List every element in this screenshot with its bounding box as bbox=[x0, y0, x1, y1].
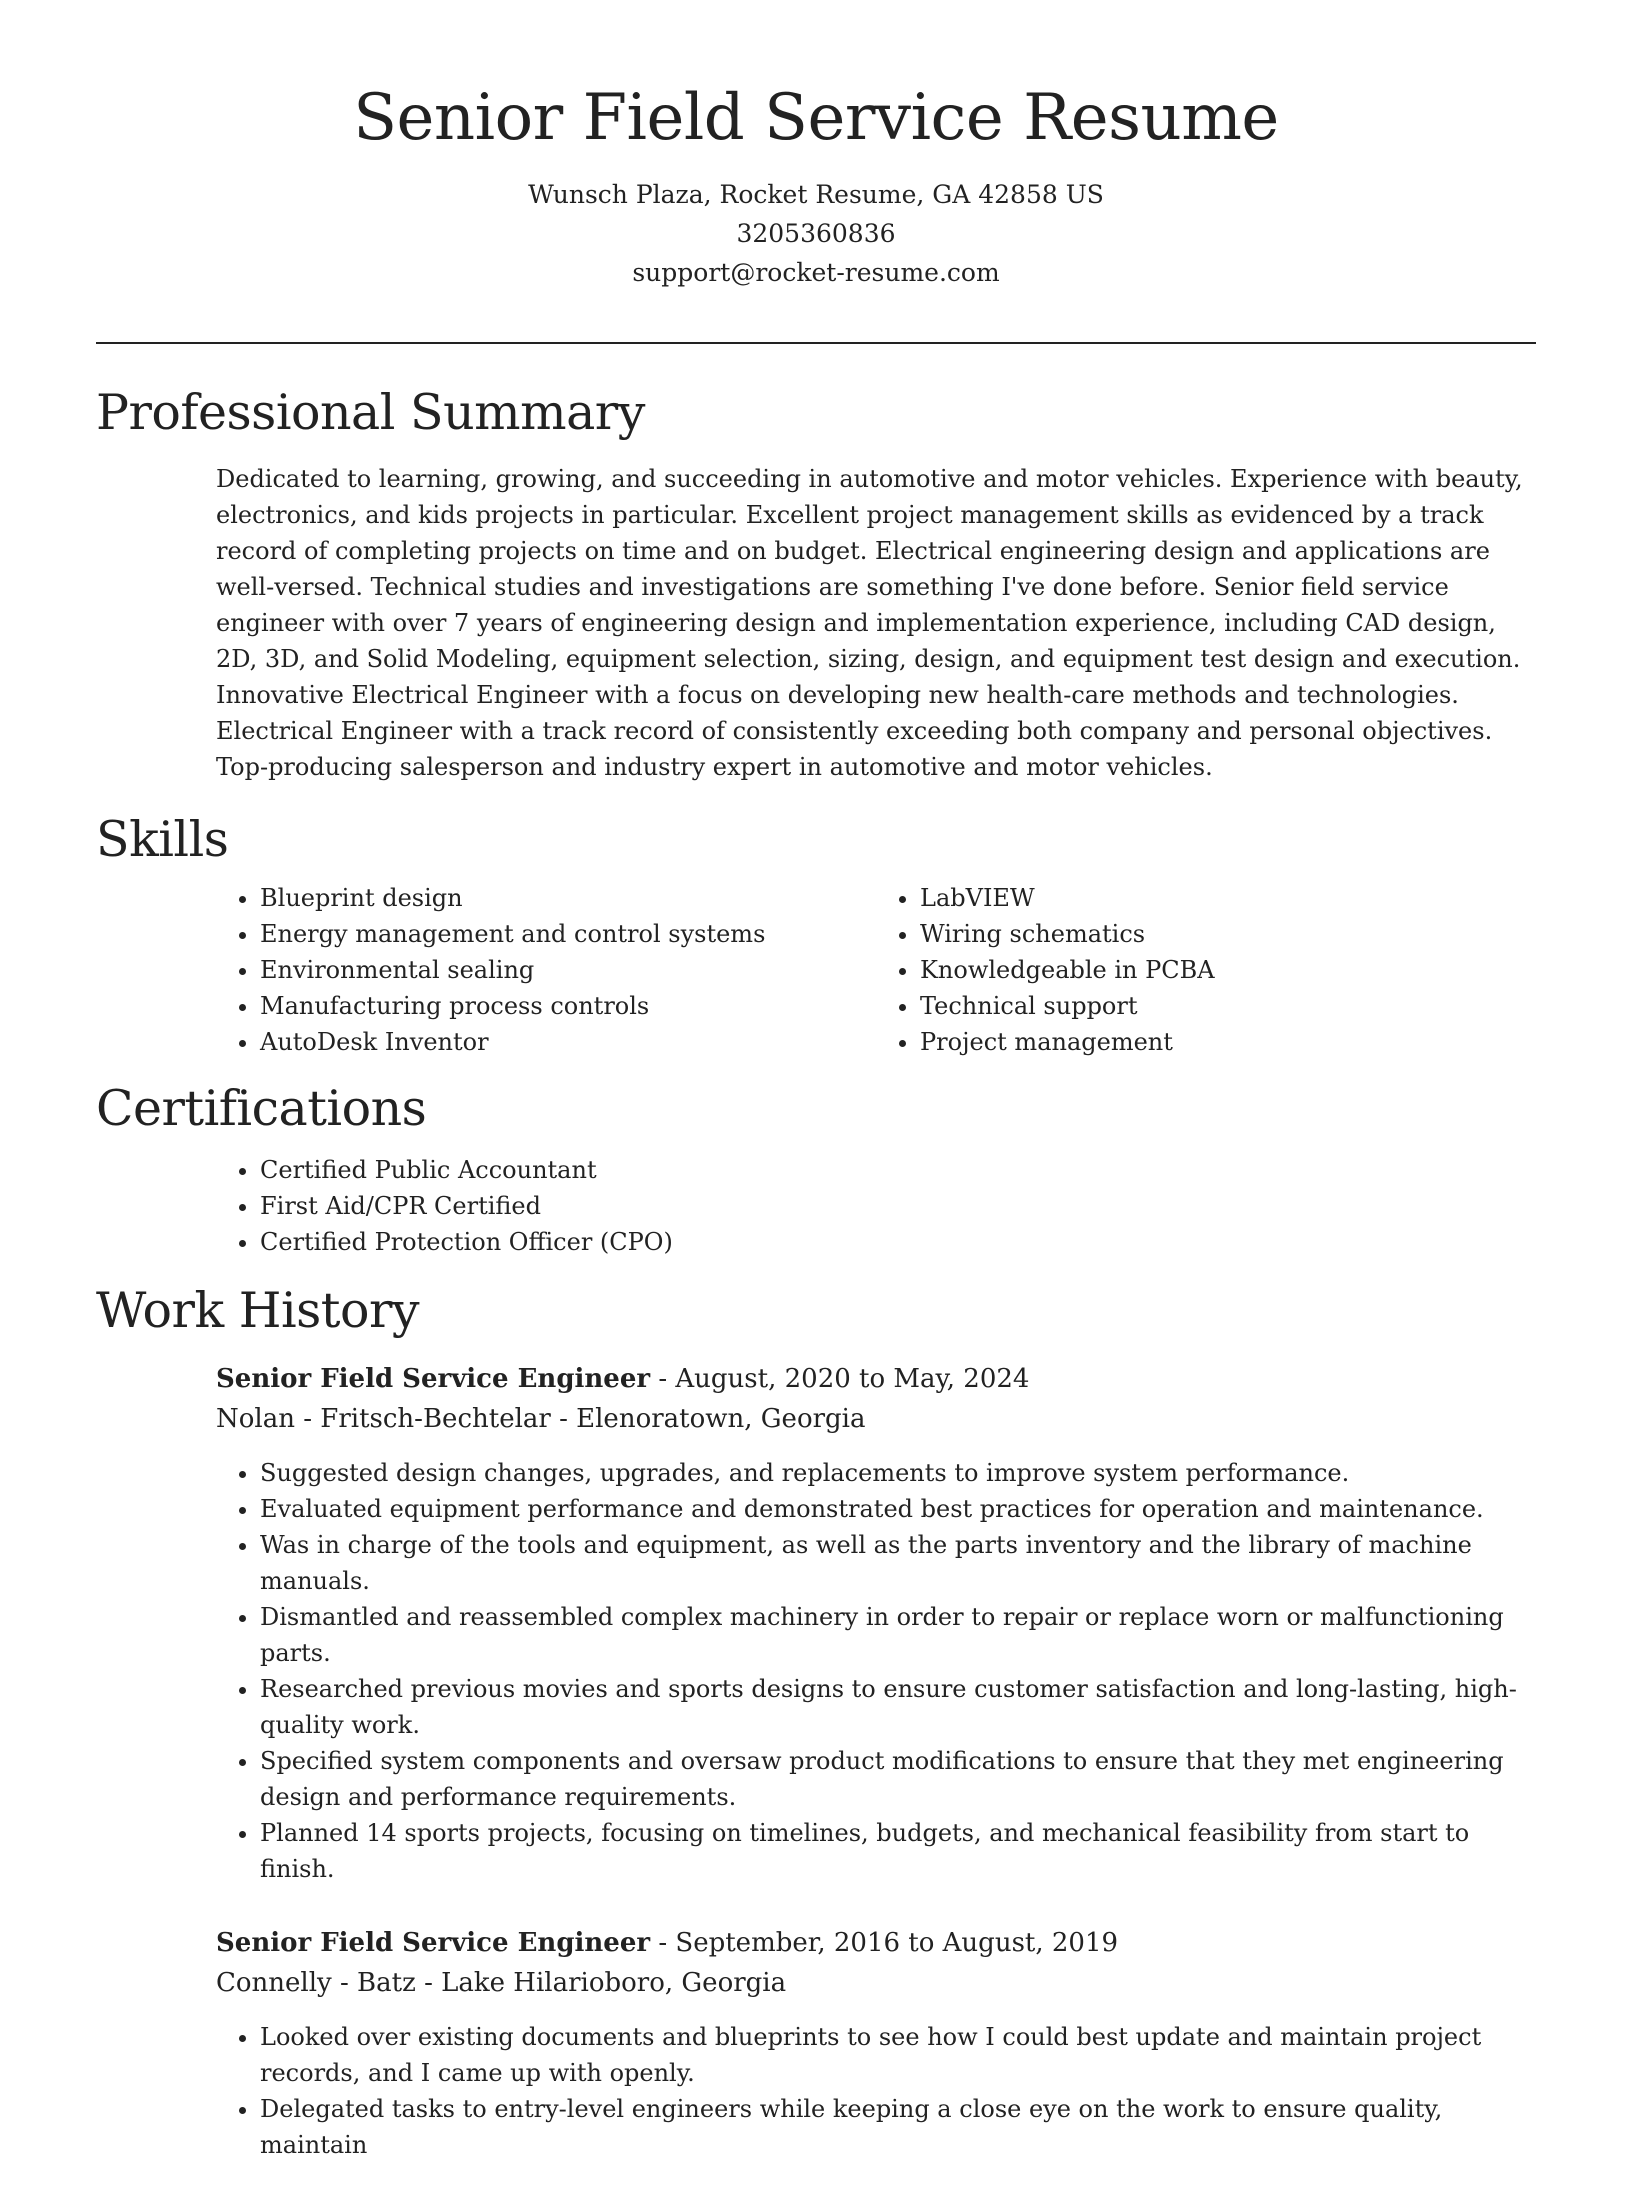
skill-item: • Environmental sealing bbox=[260, 952, 876, 988]
job-bullet: • Researched previous movies and sports designs to ensure customer satisfaction and long-lasting, high-quality work. bbox=[260, 1671, 1536, 1743]
skill-item: • Manufacturing process controls bbox=[260, 988, 876, 1024]
section-heading-skills: Skills bbox=[96, 810, 229, 868]
job-entry bbox=[216, 1923, 1536, 2163]
contact-address: Wunsch Plaza, Rocket Resume, GA 42858 US bbox=[528, 179, 1104, 209]
skill-item: • LabVIEW bbox=[920, 880, 1536, 916]
section-heading-certifications: Certifications bbox=[96, 1079, 427, 1137]
certification-item: • Certified Protection Officer (CPO) bbox=[260, 1224, 1536, 1260]
job-title: Senior Field Service Engineer bbox=[216, 1364, 651, 1395]
skill-item: • Technical support bbox=[920, 988, 1536, 1024]
skill-item: • Knowledgeable in PCBA bbox=[920, 952, 1536, 988]
job-company: Connelly - Batz - Lake Hilarioboro, Georgia bbox=[216, 1968, 787, 1999]
job-bullet: • Looked over existing documents and blueprints to see how I could best update and maintain project records, and I came up with openly. bbox=[260, 2019, 1536, 2091]
skill-item: • Project management bbox=[920, 1024, 1536, 1060]
job-bullet: • Evaluated equipment performance and demonstrated best practices for operation and maintenance. bbox=[260, 1491, 1536, 1527]
job-dates: - September, 2016 to August, 2019 bbox=[650, 1928, 1119, 1959]
certifications-list bbox=[216, 1152, 1536, 1260]
skills-list bbox=[216, 880, 1536, 1060]
resume-header bbox=[0, 80, 1632, 292]
job-bullet: • Planned 14 sports projects, focusing on timelines, budgets, and mechanical feasibility from start to finish. bbox=[260, 1815, 1536, 1887]
job-bullet: • Suggested design changes, upgrades, and replacements to improve system performance. bbox=[260, 1455, 1536, 1491]
job-bullet: • Delegated tasks to entry-level engineers while keeping a close eye on the work to ensure quality, maintain bbox=[260, 2091, 1536, 2163]
job-entry bbox=[216, 1359, 1536, 1887]
job-title-line bbox=[216, 1359, 1536, 1399]
certification-item: • Certified Public Accountant bbox=[260, 1152, 1536, 1188]
job-bullet: • Was in charge of the tools and equipment, as well as the parts inventory and the library of machine manuals. bbox=[260, 1527, 1536, 1599]
skills-column-right bbox=[876, 880, 1536, 1060]
section-heading-work-history: Work History bbox=[96, 1282, 420, 1340]
job-dates: - August, 2020 to May, 2024 bbox=[650, 1364, 1030, 1395]
job-bullet: • Dismantled and reassembled complex machinery in order to repair or replace worn or malfunctioning parts. bbox=[260, 1599, 1536, 1671]
job-title-line bbox=[216, 1923, 1536, 1963]
contact-block bbox=[0, 175, 1632, 292]
resume-title: Senior Field Service Resume bbox=[353, 81, 1279, 155]
job-title: Senior Field Service Engineer bbox=[216, 1928, 651, 1959]
skill-item: • AutoDesk Inventor bbox=[260, 1024, 876, 1060]
job-bullets bbox=[216, 1455, 1536, 1887]
summary-text: Dedicated to learning, growing, and succeeding in automotive and motor vehicles. Experience with beauty, electronics, and kids projects in particular. Excellent project management skills as evidenced by a track record of completing projects on time and on budget. Electrical engineering design and applications are well-versed. Technical studies and investigations are something I've done before. Senior field service engineer with over 7 years of engineering design and implementation experience, including CAD design, 2D, 3D, and Solid Modeling, equipment selection, sizing, design, and equipment test design and execution. Innovative Electrical Engineer with a focus on developing new health-care methods and technologies. Electrical Engineer with a track record of consistently exceeding both company and personal objectives. Top-producing salesperson and industry expert in automotive and motor vehicles. bbox=[216, 464, 1523, 781]
skill-item: • Blueprint design bbox=[260, 880, 876, 916]
skills-column-left bbox=[216, 880, 876, 1060]
header-divider bbox=[96, 342, 1536, 344]
job-bullets bbox=[216, 2019, 1536, 2163]
section-heading-summary: Professional Summary bbox=[96, 384, 645, 441]
contact-email: support@rocket-resume.com bbox=[632, 257, 1000, 287]
resume-content bbox=[96, 384, 1536, 2199]
job-bullet: • Specified system components and oversaw product modifications to ensure that they met engineering design and performance requirements. bbox=[260, 1743, 1536, 1815]
skill-item: • Wiring schematics bbox=[920, 916, 1536, 952]
job-company: Nolan - Fritsch-Bechtelar - Elenoratown, Georgia bbox=[216, 1404, 866, 1435]
skill-item: • Energy management and control systems bbox=[260, 916, 876, 952]
certification-item: • First Aid/CPR Certified bbox=[260, 1188, 1536, 1224]
contact-phone: 3205360836 bbox=[736, 218, 896, 248]
